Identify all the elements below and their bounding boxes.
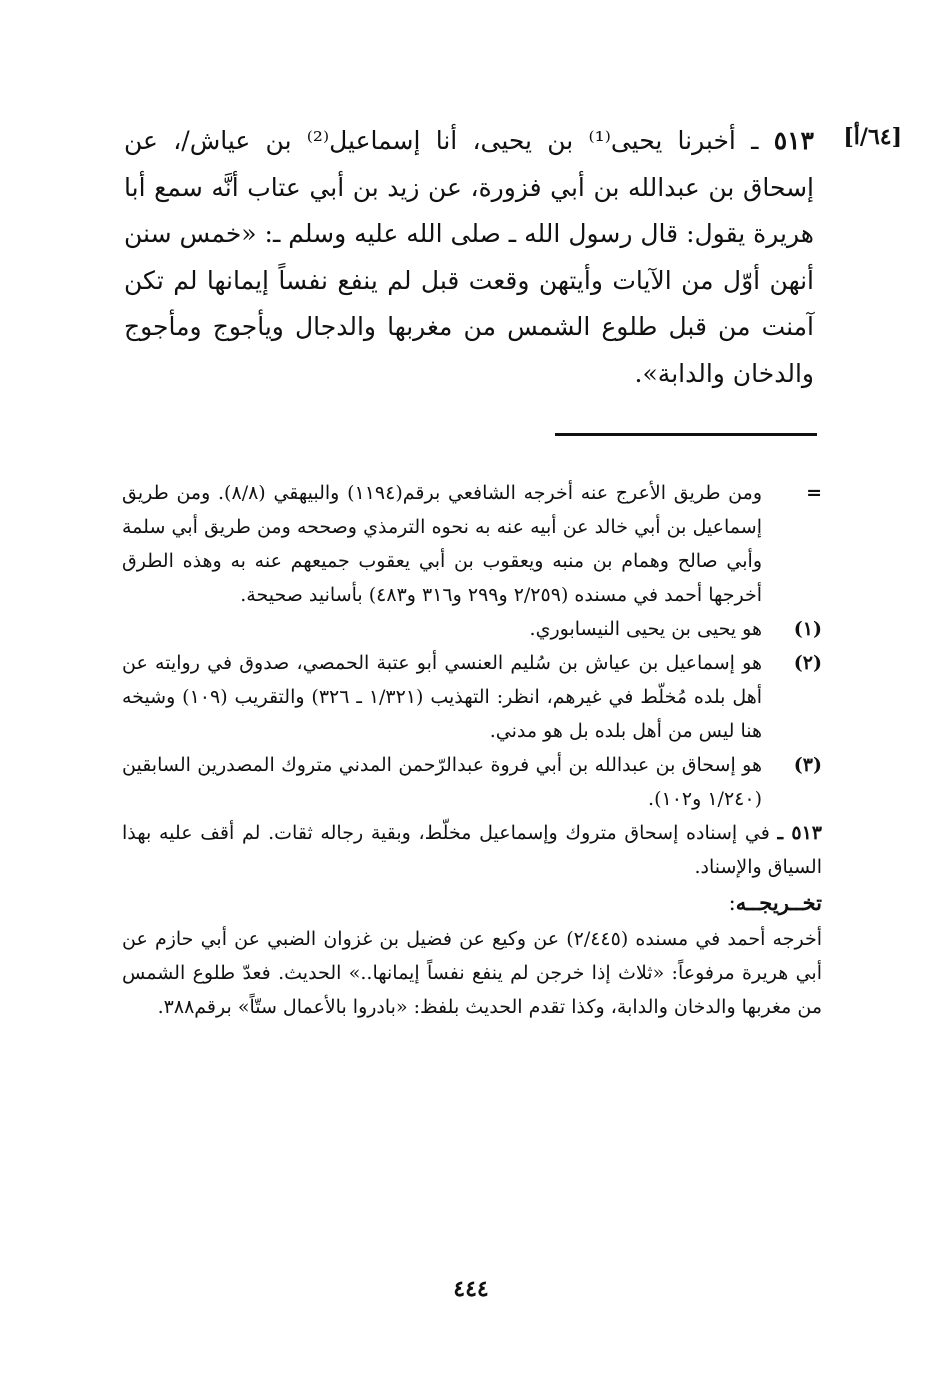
takhrij-heading-colon: : [728, 891, 736, 915]
footnote-text: هو إسحاق بن عبدالله بن أبي فروة عبدالرّحمن المدني متروك المصدرين السابقين (١/٢٤٠ و١٠٢). [122, 754, 762, 810]
footnote-text: هو يحيى بن يحيى النيسابوري. [529, 618, 762, 640]
manuscript-folio-reference: [٦٤/أ] [843, 124, 902, 150]
footnote-marker: (٣) [793, 754, 822, 776]
footnote-continued [122, 476, 822, 612]
footnote-text: ومن طريق الأعرج عنه أخرجه الشافعي برقم(١١٩٤) والبيهقي (٨/٨). ومن طريق إسماعيل بن أبي خالد عن أبيه عنه به نحوه الترمذي وصححه ومن طريق أبي سلمة وأبي صالح وهمام بن منبه ويعقوب بن أبي يعقوب جميعهم عنه به وهذه الطرق أخرجها أحمد في مسنده (٢/٢٥٩ و٢٩٩ و٣١٦ و٤٨٣) بأسانيد صحيحة. [122, 482, 762, 606]
takhrij-heading-text: تخــريجــه [735, 890, 822, 915]
footnote-3 [122, 748, 822, 816]
grading-number: ٥١٣ ـ [777, 822, 822, 844]
footnote-marker: = [806, 482, 822, 504]
footnote-text: هو إسماعيل بن عياش بن سُليم العنسي أبو عتبة الحمصي، صدوق في روايته عن أهل بلده مُخلّط في غيرهم، انظر: التهذيب (١/٣٢١ ـ ٣٢٦) والتقريب (١٠٩) وشيخه هنا ليس من أهل بلده بل هو مدني. [122, 652, 763, 742]
main-hadith-text [124, 118, 814, 397]
takhrij-heading [122, 884, 822, 922]
grading-text: في إسناده إسحاق متروك وإسماعيل مخلّط، وبقية رجاله ثقات. لم أقف عليه بهذا السياق والإسناد. [122, 822, 822, 878]
footnote-1 [122, 612, 822, 646]
footnote-marker: (٢) [793, 652, 822, 674]
hadith-body: ـ أخبرنا يحيى⁽¹⁾ بن يحيى، أنا إسماعيل⁽²⁾ بن عياش/، عن إسحاق بن عبدالله بن أبي فزورة، عن زيد بن أبي عتاب أنَّه سمع أبا هريرة يقول: قال رسول الله ـ صلى الله عليه وسلم ـ: «خمس سنن أنهن أوّل من الآيات وأيتهن وقعت قبل لم ينفع نفساً إيمانها لم تكن آمنت من قبل طلوع الشمس من مغربها والدجال ويأجوج ومأجوج والدخان والدابة». [124, 126, 814, 388]
hadith-number: ٥١٣ [773, 126, 814, 155]
takhrij-text [122, 922, 822, 1024]
takhrij-body: أخرجه أحمد في مسنده (٢/٤٤٥) عن وكيع عن فضيل بن غزوان الضبي عن أبي حازم عن أبي هريرة مرفوعاً: «ثلاث إذا خرجن لم ينفع نفساً إيمانها..» الحديث. فعدّ طلوع الشمس من مغربها والدخان والدابة، وكذا تقدم الحديث بلفظ: «بادروا بالأعمال ستّاً» برقم٣٨٨. [122, 928, 822, 1018]
page-number: ٤٤٤ [453, 1276, 489, 1302]
footnote-marker: (١) [793, 618, 822, 640]
footnote-2 [122, 646, 822, 748]
grading-note [122, 816, 822, 884]
footnotes-section [122, 476, 822, 1024]
footnote-divider [555, 433, 817, 436]
